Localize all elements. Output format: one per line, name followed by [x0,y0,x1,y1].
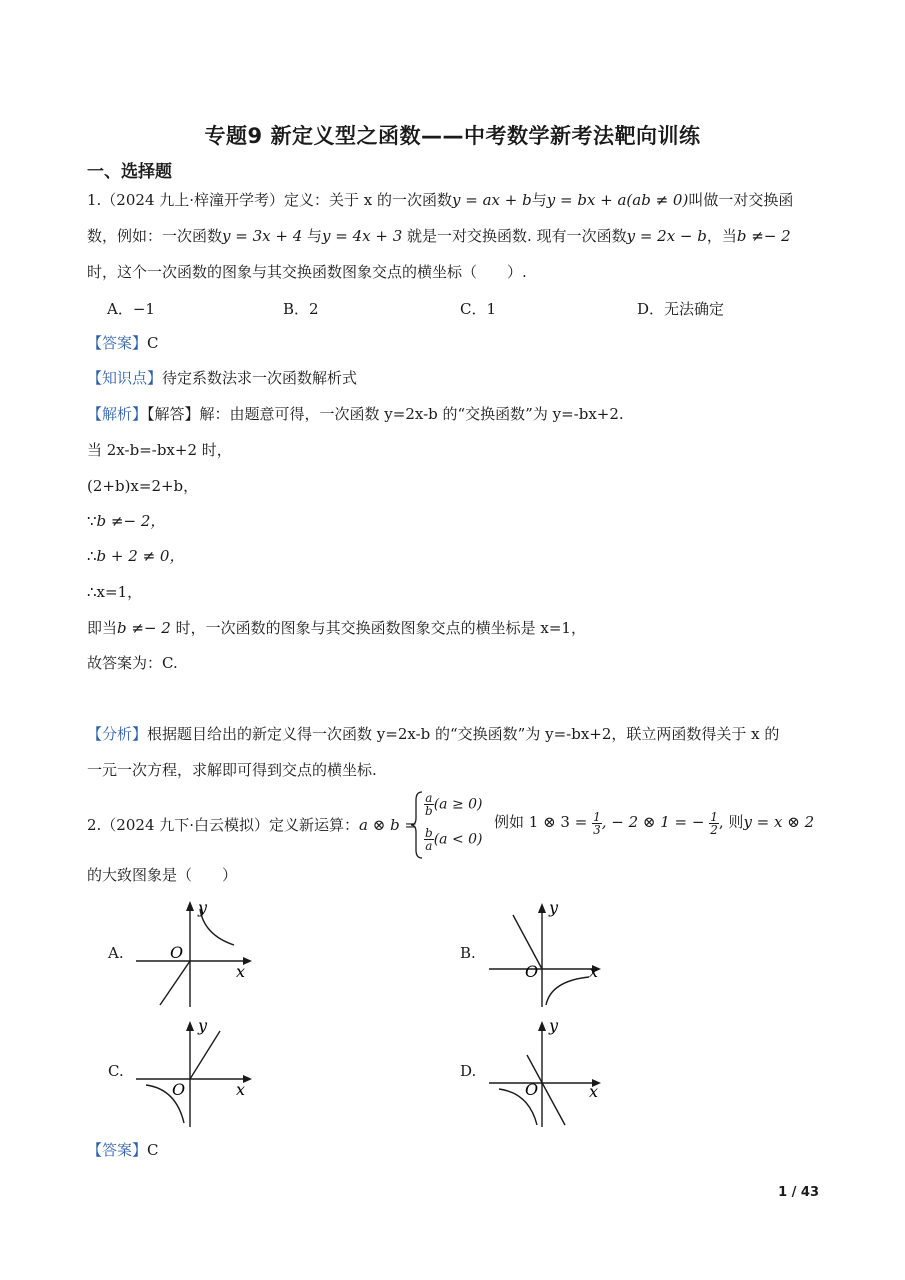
q2-answer [87,1140,159,1160]
q1-answer [87,333,159,353]
math-expr: y = 2x − b [626,227,707,245]
q2-line-2: 的大致图象是（ ） [87,866,238,884]
x-label: x [236,1080,246,1099]
math-expr: b ≠− 2 [736,227,791,245]
x-label: x [236,962,246,981]
answer-tag: 【答案】 [87,334,148,352]
fraction: $\frac{1}{3}$ [593,809,601,837]
analysis-tag: 【解析】 [87,405,148,423]
y-label: y [549,898,559,917]
graph-a [130,895,260,1010]
origin-label: O [525,962,539,981]
q1-text: 就是一对交换函数. 现有一次函数 [402,227,627,245]
q2-text: 例如 1 ⊗ 3 = [494,813,588,831]
math-expr: y = x ⊗ 2 [743,813,815,831]
option-b: B．2 [283,300,319,318]
q1-fenxi-1 [87,724,779,744]
q1-text: 1.（2024 九上·梓潼开学考）定义：关于 x 的一次函数 [87,191,453,209]
option-d: D．无法确定 [637,300,725,318]
q1-knowledge [87,368,357,388]
fraction: $\frac{b}{a}$ [425,826,433,853]
math-expr: y = 4x + 3 [322,227,403,245]
q1-step-3 [87,511,165,531]
y-label: y [549,1016,559,1035]
q2-head [87,815,417,835]
fenxi-text: 根据题目给出的新定义得一次函数 y=2x-b 的“交换函数”为 y=-bx+2，联立两函数得关于 x 的 [147,725,780,743]
q1-step-5: ∴x=1， [87,583,143,601]
y-label: y [198,1016,208,1035]
q1-step-2: (2+b)x=2+b， [87,477,199,495]
origin-label: O [172,1080,186,1099]
q1-step-1: 当 2x-b=-bx+2 时， [87,441,232,459]
q1-line-2 [87,226,791,246]
math-expr: b ≠− 2， [96,512,166,530]
origin-label: O [170,943,184,962]
origin-label: O [525,1080,539,1099]
graph-label-b: B. [460,944,476,962]
analysis-text: 【解答】解：由题意可得，一次函数 y=2x-b 的“交换函数”为 y=-bx+2. [147,405,624,423]
y-axis-arrow [186,1021,194,1031]
answer-value: C [147,1141,159,1159]
piecewise-case-1 [424,792,483,817]
fraction: $\frac{a}{b}$ [425,791,433,818]
piecewise-case-2 [424,827,483,852]
condition: (a < 0) [433,831,483,848]
because-symbol: ∵ [87,512,97,530]
graph-label-c: C. [108,1062,124,1080]
math-expr: b ≠− 2 [117,619,171,637]
graph-label-d: D. [460,1062,477,1080]
q1-line-3: 时，这个一次函数的图象与其交换函数图象交点的横坐标（ ）. [87,263,527,281]
math-expr: y = ax + b [452,191,532,209]
math-expr: a ⊗ b = [359,816,418,834]
q1-fenxi-2: 一元一次方程，求解即可得到交点的横坐标. [87,761,377,779]
q1-text: ，当 [706,227,737,245]
x-label: x [589,962,599,981]
fenxi-tag: 【分析】 [87,725,148,743]
q1-text: 时，一次函数的图象与其交换函数图象交点的横坐标是 x=1， [170,619,586,637]
q2-text: , 则 [718,813,744,831]
math-expr: y = 3x + 4 [222,227,303,245]
q2-text: 2.（2024 九下·白云模拟）定义新运算： [87,816,360,834]
q1-text: 数，例如：一次函数 [87,227,223,245]
x-label: x [589,1082,599,1101]
answer-tag: 【答案】 [87,1141,148,1159]
answer-value: C [147,334,159,352]
math-expr: b + 2 ≠ 0， [96,547,185,565]
q1-line-1 [87,190,793,210]
line-branch [190,1031,220,1079]
y-axis-arrow [186,901,194,911]
line-branch [513,915,542,969]
option-c: C．1 [460,300,497,318]
page-indicator: 1 / 43 [778,1185,819,1200]
graph-b [485,895,615,1010]
section-heading: 一、选择题 [87,162,172,182]
y-axis-arrow [538,903,546,913]
page-title: 专题9 新定义型之函数——中考数学新考法靶向训练 [204,124,701,148]
q1-text: 与 [302,227,323,245]
q1-conclusion [87,618,586,638]
graph-d [485,1015,615,1130]
line-branch [160,961,190,1005]
math-expr: , − 2 ⊗ 1 = − [601,813,705,831]
y-label: y [198,898,208,917]
piecewise-brace [410,790,424,860]
q1-step-4 [87,546,184,566]
therefore-symbol: ∴ [87,547,97,565]
y-axis-arrow [538,1021,546,1031]
q1-final: 故答案为：C. [87,654,178,672]
graph-label-a: A. [108,944,124,962]
fraction: $\frac{1}{2}$ [710,809,718,837]
hyperbola-branch [546,977,589,1005]
q1-text: 即当 [87,619,118,637]
q1-text: 与 [531,191,547,209]
graph-c [130,1015,260,1130]
knowledge-text: 待定系数法求一次函数解析式 [162,369,358,387]
q1-analysis [87,404,624,424]
q2-example [494,808,814,836]
math-expr: y = bx + a(ab ≠ 0) [546,191,689,209]
option-a: A．−1 [107,300,155,318]
q1-text: 叫做一对交换函 [688,191,794,209]
knowledge-tag: 【知识点】 [87,369,163,387]
condition: (a ≥ 0) [433,796,483,813]
